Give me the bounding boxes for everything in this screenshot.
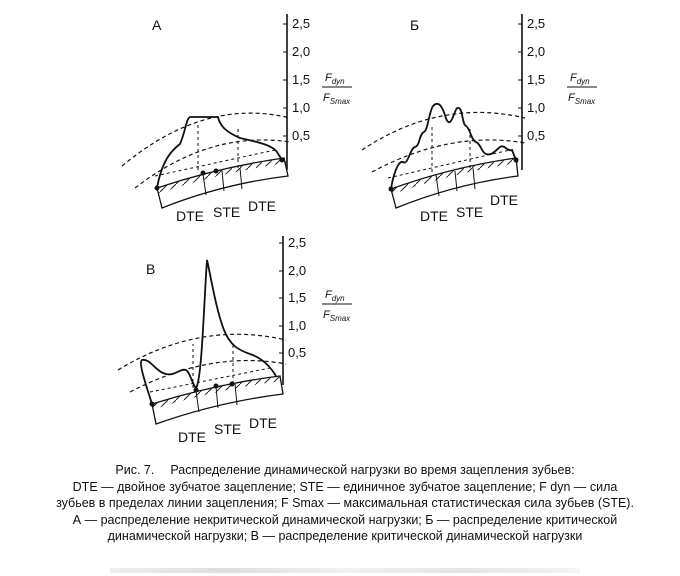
panel-v bbox=[118, 235, 352, 445]
panel-a-label: А bbox=[152, 17, 162, 33]
svg-text:FSmax: $F_{Smax}$ bbox=[323, 92, 351, 106]
panel-b-tick-2-5: 2,5 bbox=[527, 16, 546, 31]
panel-a-axis-fraction bbox=[322, 72, 352, 106]
panel-a-tick-1-0: 1,0 bbox=[292, 100, 311, 115]
svg-text:Fdyn: $F_{dyn}$ bbox=[570, 72, 590, 86]
panel-a-tick-1-5: 1,5 bbox=[292, 72, 311, 87]
panel-v-zone-ste: STE bbox=[214, 421, 242, 437]
caption-line: А — распределение некритической динамической нагрузки; Б — распределение критической bbox=[72, 512, 618, 527]
panel-b-axis-fraction bbox=[567, 72, 597, 106]
panel-b-tick-0-5: 0,5 bbox=[527, 128, 546, 143]
panel-a-zone-ste: STE bbox=[213, 204, 241, 220]
caption-title: Распределение динамической нагрузки во время зацепления зубьев: bbox=[170, 463, 575, 477]
panel-v-zone-dte-left: DTE bbox=[178, 429, 206, 445]
panel-b-tick-1-5: 1,5 bbox=[527, 72, 546, 87]
caption-number: Рис. 7. bbox=[115, 463, 155, 477]
panel-v-tick-2-5: 2,5 bbox=[288, 235, 307, 250]
panel-v-tick-1-0: 1,0 bbox=[288, 318, 307, 333]
panel-b-tick-2-0: 2,0 bbox=[527, 44, 546, 59]
panel-a-zone-dte-right: DTE bbox=[248, 198, 276, 214]
panel-a-tick-2-5: 2,5 bbox=[292, 16, 311, 31]
page-edge-smudge bbox=[110, 568, 580, 573]
caption-line: динамической нагрузки; В — распределение критической динамической нагрузки bbox=[107, 529, 583, 543]
caption-line: DTE — двойное зубчатое зацепление; STE — единичное зубчатое зацепление; F dyn — сила bbox=[72, 479, 618, 494]
panel-b-tick-1-0: 1,0 bbox=[527, 100, 546, 115]
panel-v-axis-fraction bbox=[322, 289, 352, 323]
caption-heading bbox=[40, 462, 650, 479]
panel-v-zone-dte-right: DTE bbox=[249, 415, 277, 431]
panel-a bbox=[122, 14, 352, 224]
svg-text:Fdyn: $F_{dyn}$ bbox=[325, 72, 345, 86]
panel-v-tick-1-5: 1,5 bbox=[288, 290, 307, 305]
panel-b-zone-dte-left: DTE bbox=[420, 208, 448, 224]
panel-v-label: В bbox=[146, 261, 156, 277]
panel-a-zone-dte-left: DTE bbox=[176, 208, 204, 224]
panel-v-tick-2-0: 2,0 bbox=[288, 263, 307, 278]
figure-caption bbox=[40, 462, 650, 545]
caption-line: зубьев в пределах линии зацепления; F Smax — максимальная статистическая сила зубьев (STE). bbox=[56, 496, 634, 510]
panel-b-label: Б bbox=[410, 17, 420, 33]
panel-b-zone-dte-right: DTE bbox=[490, 192, 518, 208]
panel-v-tick-0-5: 0,5 bbox=[288, 345, 307, 360]
svg-text:FSmax: $F_{Smax}$ bbox=[568, 92, 596, 106]
svg-text:Fdyn: $F_{dyn}$ bbox=[325, 289, 345, 303]
panel-b-zone-ste: STE bbox=[456, 204, 484, 220]
panel-b bbox=[362, 14, 597, 224]
panel-b-outer-arc bbox=[362, 112, 525, 150]
svg-text:FSmax: $F_{Smax}$ bbox=[323, 309, 351, 323]
panel-a-tick-2-0: 2,0 bbox=[292, 44, 311, 59]
panel-a-tick-0-5: 0,5 bbox=[292, 128, 311, 143]
